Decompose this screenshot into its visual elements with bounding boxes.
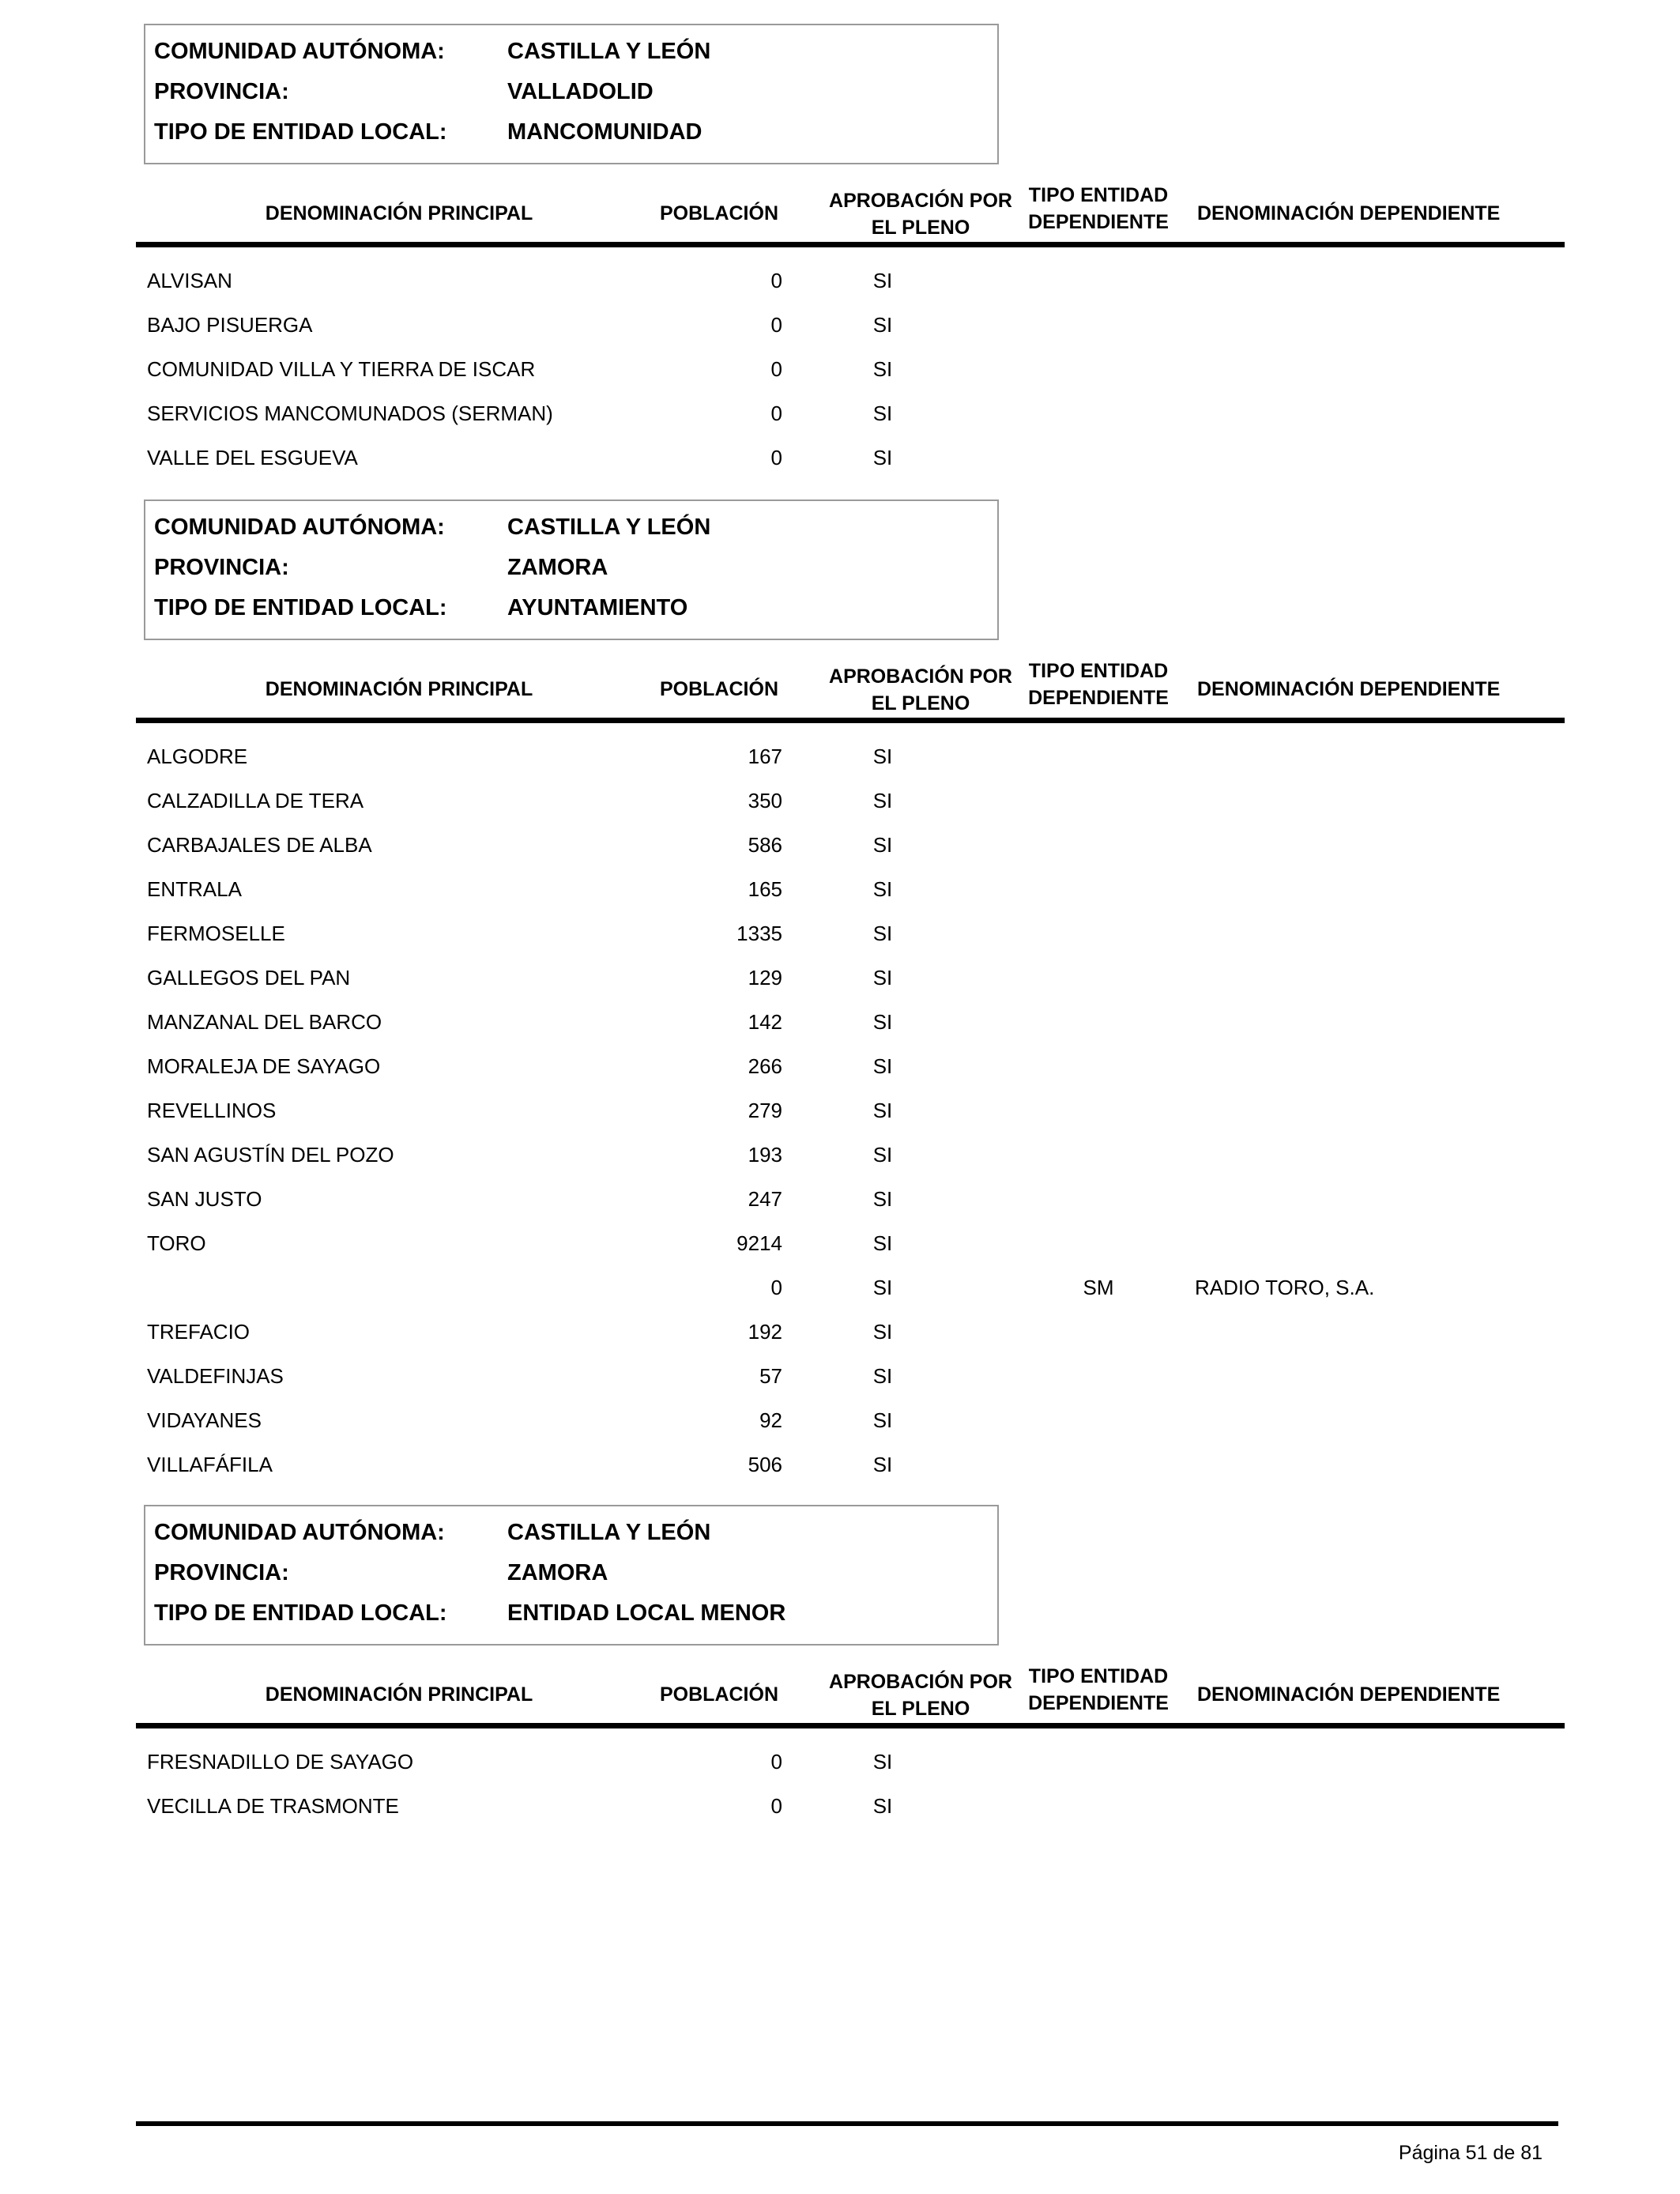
- denominacion-cell: VALLE DEL ESGUEVA: [147, 446, 358, 469]
- col-aprobacion-line1: APROBACIÓN POR: [829, 190, 1012, 212]
- header-rule: [136, 242, 1565, 247]
- footer-rule: [136, 2121, 1558, 2126]
- col-tipo-line2: DEPENDIENTE: [1028, 1692, 1169, 1714]
- col-poblacion: POBLACIÓN: [660, 678, 778, 700]
- poblacion-cell: 1335: [736, 922, 782, 945]
- poblacion-cell: 266: [748, 1054, 782, 1078]
- col-tipo-line1: TIPO ENTIDAD: [1028, 660, 1169, 682]
- tipo-entidad-cell: SM: [1083, 1276, 1114, 1299]
- comunidad-label: COMUNIDAD AUTÓNOMA:: [154, 39, 445, 64]
- poblacion-cell: 0: [770, 401, 782, 425]
- poblacion-cell: 0: [770, 1750, 782, 1774]
- col-poblacion: POBLACIÓN: [660, 1683, 778, 1706]
- aprobacion-cell: SI: [872, 1231, 893, 1255]
- aprobacion-cell: SI: [872, 745, 893, 768]
- aprobacion-cell: SI: [872, 1143, 893, 1167]
- table-row: [0, 349, 1680, 394]
- poblacion-cell: 586: [748, 833, 782, 857]
- aprobacion-cell: SI: [872, 833, 893, 857]
- denominacion-cell: VILLAFÁFILA: [147, 1453, 273, 1476]
- aprobacion-cell: SI: [872, 1364, 893, 1388]
- table-row: [0, 1312, 1680, 1356]
- denominacion-cell: VALDEFINJAS: [147, 1364, 284, 1388]
- comunidad-value: CASTILLA Y LEÓN: [507, 1520, 711, 1545]
- page-number: Página 51 de 81: [1398, 2142, 1543, 2164]
- table-row: [0, 1091, 1680, 1135]
- table-row: [0, 394, 1680, 438]
- poblacion-cell: 0: [770, 1794, 782, 1818]
- table-row: [0, 261, 1680, 305]
- comunidad-value: CASTILLA Y LEÓN: [507, 39, 711, 64]
- denominacion-cell: SAN JUSTO: [147, 1187, 262, 1211]
- poblacion-cell: 0: [770, 269, 782, 292]
- denominacion-cell: ALGODRE: [147, 745, 248, 768]
- poblacion-cell: 192: [748, 1320, 782, 1344]
- provincia-value: ZAMORA: [507, 555, 608, 580]
- denominacion-cell: COMUNIDAD VILLA Y TIERRA DE ISCAR: [147, 357, 536, 381]
- aprobacion-cell: SI: [872, 401, 893, 425]
- denominacion-dependiente-cell: RADIO TORO, S.A.: [1195, 1276, 1375, 1299]
- denominacion-cell: CALZADILLA DE TERA: [147, 789, 364, 812]
- col-tipo-entidad: [1019, 182, 1177, 236]
- tipo-entidad-value: MANCOMUNIDAD: [507, 119, 703, 145]
- table-row: [0, 1445, 1680, 1489]
- aprobacion-cell: SI: [872, 922, 893, 945]
- col-aprobacion-line1: APROBACIÓN POR: [829, 665, 1012, 688]
- denominacion-cell: ENTRALA: [147, 877, 242, 901]
- table-row: [0, 1179, 1680, 1223]
- aprobacion-cell: SI: [872, 877, 893, 901]
- tipo-entidad-label: TIPO DE ENTIDAD LOCAL:: [154, 119, 447, 145]
- table-row: [0, 958, 1680, 1002]
- col-denominacion-dependiente: DENOMINACIÓN DEPENDIENTE: [1197, 1683, 1501, 1706]
- table-row: [0, 305, 1680, 349]
- denominacion-cell: CARBAJALES DE ALBA: [147, 833, 372, 857]
- aprobacion-cell: SI: [872, 446, 893, 469]
- comunidad-value: CASTILLA Y LEÓN: [507, 515, 711, 540]
- denominacion-cell: FRESNADILLO DE SAYAGO: [147, 1750, 414, 1774]
- denominacion-cell: REVELLINOS: [147, 1099, 277, 1122]
- col-aprobacion-line2: EL PLENO: [871, 217, 970, 239]
- col-aprobacion: [822, 187, 1019, 241]
- col-tipo-entidad: [1019, 658, 1177, 711]
- poblacion-cell: 0: [770, 1276, 782, 1299]
- poblacion-cell: 350: [748, 789, 782, 812]
- poblacion-cell: 0: [770, 446, 782, 469]
- provincia-label: PROVINCIA:: [154, 555, 289, 580]
- aprobacion-cell: SI: [872, 1408, 893, 1432]
- table-row: [0, 1786, 1680, 1830]
- poblacion-cell: 129: [748, 966, 782, 990]
- aprobacion-cell: SI: [872, 1750, 893, 1774]
- table-row: [0, 1135, 1680, 1179]
- table-row: [0, 825, 1680, 869]
- poblacion-cell: 57: [759, 1364, 782, 1388]
- table-row: [0, 1046, 1680, 1091]
- poblacion-cell: 279: [748, 1099, 782, 1122]
- denominacion-cell: VIDAYANES: [147, 1408, 262, 1432]
- denominacion-cell: TREFACIO: [147, 1320, 250, 1344]
- denominacion-cell: BAJO PISUERGA: [147, 313, 313, 337]
- col-poblacion: POBLACIÓN: [660, 202, 778, 224]
- denominacion-cell: MORALEJA DE SAYAGO: [147, 1054, 381, 1078]
- tipo-entidad-label: TIPO DE ENTIDAD LOCAL:: [154, 1600, 447, 1626]
- denominacion-cell: TORO: [147, 1231, 206, 1255]
- col-denominacion-principal: DENOMINACIÓN PRINCIPAL: [265, 202, 533, 224]
- provincia-label: PROVINCIA:: [154, 79, 289, 104]
- col-aprobacion: [822, 1668, 1019, 1722]
- aprobacion-cell: SI: [872, 966, 893, 990]
- col-denominacion-principal: DENOMINACIÓN PRINCIPAL: [265, 678, 533, 700]
- provincia-value: VALLADOLID: [507, 79, 654, 104]
- poblacion-cell: 0: [770, 357, 782, 381]
- table-row: [0, 1223, 1680, 1268]
- tipo-entidad-label: TIPO DE ENTIDAD LOCAL:: [154, 595, 447, 620]
- aprobacion-cell: SI: [872, 269, 893, 292]
- poblacion-cell: 142: [748, 1010, 782, 1034]
- table-row: [0, 1742, 1680, 1786]
- table-row: [0, 1002, 1680, 1046]
- denominacion-cell: MANZANAL DEL BARCO: [147, 1010, 382, 1034]
- denominacion-cell: ALVISAN: [147, 269, 232, 292]
- aprobacion-cell: SI: [872, 1054, 893, 1078]
- col-tipo-entidad: [1019, 1663, 1177, 1717]
- poblacion-cell: 92: [759, 1408, 782, 1432]
- table-row: [0, 781, 1680, 825]
- table-row: [0, 1268, 1680, 1312]
- poblacion-cell: 506: [748, 1453, 782, 1476]
- provincia-value: ZAMORA: [507, 1560, 608, 1585]
- aprobacion-cell: SI: [872, 789, 893, 812]
- denominacion-cell: GALLEGOS DEL PAN: [147, 966, 351, 990]
- denominacion-cell: SERVICIOS MANCOMUNADOS (SERMAN): [147, 401, 553, 425]
- denominacion-cell: SAN AGUSTÍN DEL POZO: [147, 1143, 394, 1167]
- col-denominacion-principal: DENOMINACIÓN PRINCIPAL: [265, 1683, 533, 1706]
- table-row: [0, 438, 1680, 482]
- aprobacion-cell: SI: [872, 357, 893, 381]
- tipo-entidad-value: ENTIDAD LOCAL MENOR: [507, 1600, 786, 1626]
- header-rule: [136, 718, 1565, 723]
- col-aprobacion-line2: EL PLENO: [871, 1698, 970, 1720]
- provincia-label: PROVINCIA:: [154, 1560, 289, 1585]
- col-tipo-line2: DEPENDIENTE: [1028, 687, 1169, 709]
- denominacion-cell: VECILLA DE TRASMONTE: [147, 1794, 399, 1818]
- poblacion-cell: 9214: [736, 1231, 782, 1255]
- col-denominacion-dependiente: DENOMINACIÓN DEPENDIENTE: [1197, 678, 1501, 700]
- table-row: [0, 869, 1680, 914]
- poblacion-cell: 247: [748, 1187, 782, 1211]
- poblacion-cell: 0: [770, 313, 782, 337]
- col-tipo-line1: TIPO ENTIDAD: [1028, 1665, 1169, 1687]
- table-row: [0, 737, 1680, 781]
- comunidad-label: COMUNIDAD AUTÓNOMA:: [154, 515, 445, 540]
- tipo-entidad-value: AYUNTAMIENTO: [507, 595, 688, 620]
- table-row: [0, 1400, 1680, 1445]
- header-rule: [136, 1723, 1565, 1728]
- col-denominacion-dependiente: DENOMINACIÓN DEPENDIENTE: [1197, 202, 1501, 224]
- aprobacion-cell: SI: [872, 1010, 893, 1034]
- aprobacion-cell: SI: [872, 1320, 893, 1344]
- comunidad-label: COMUNIDAD AUTÓNOMA:: [154, 1520, 445, 1545]
- col-tipo-line1: TIPO ENTIDAD: [1028, 184, 1169, 206]
- poblacion-cell: 193: [748, 1143, 782, 1167]
- poblacion-cell: 167: [748, 745, 782, 768]
- aprobacion-cell: SI: [872, 1099, 893, 1122]
- col-aprobacion-line1: APROBACIÓN POR: [829, 1671, 1012, 1693]
- table-row: [0, 914, 1680, 958]
- aprobacion-cell: SI: [872, 1453, 893, 1476]
- aprobacion-cell: SI: [872, 1794, 893, 1818]
- aprobacion-cell: SI: [872, 1276, 893, 1299]
- aprobacion-cell: SI: [872, 313, 893, 337]
- aprobacion-cell: SI: [872, 1187, 893, 1211]
- table-row: [0, 1356, 1680, 1400]
- col-tipo-line2: DEPENDIENTE: [1028, 211, 1169, 233]
- col-aprobacion: [822, 663, 1019, 717]
- col-aprobacion-line2: EL PLENO: [871, 692, 970, 714]
- denominacion-cell: FERMOSELLE: [147, 922, 285, 945]
- poblacion-cell: 165: [748, 877, 782, 901]
